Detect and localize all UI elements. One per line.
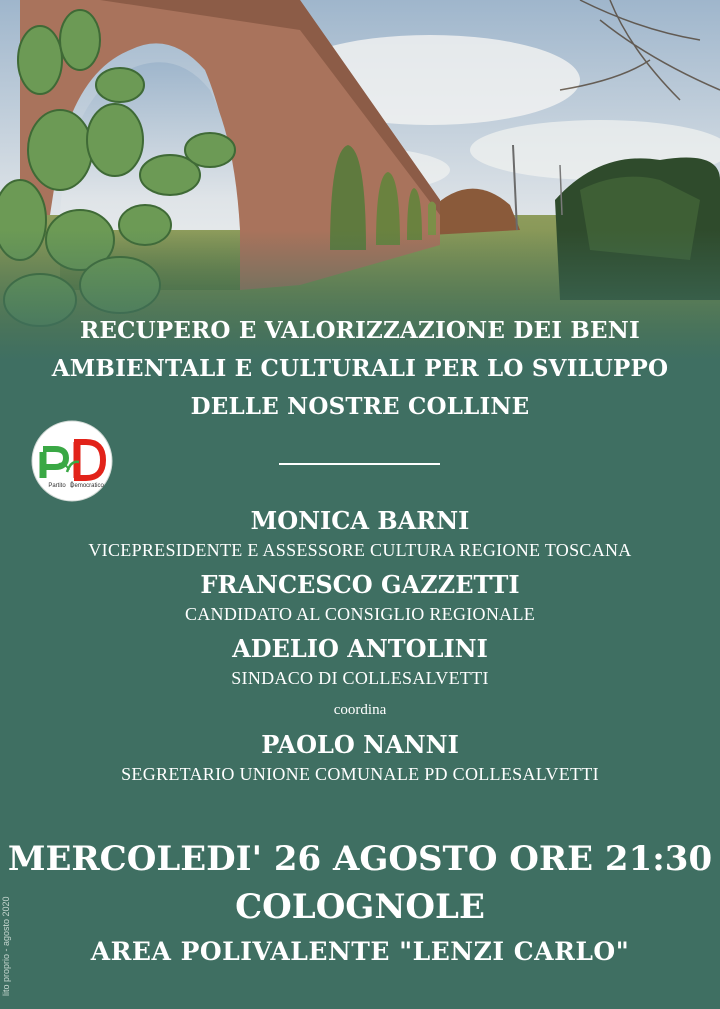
moderator-name: PAOLO NANNI	[261, 730, 459, 759]
title-divider	[279, 463, 440, 465]
event-title	[20, 312, 700, 426]
print-credit-text: lito proprio - agosto 2020	[1, 896, 11, 996]
speaker-role: VICEPRESIDENTE E ASSESSORE CULTURA REGIONE TOSCANA	[88, 540, 632, 560]
logo-caption-left: Partito	[48, 483, 66, 489]
event-venue: AREA POLIVALENTE "LENZI CARLO"	[90, 937, 630, 966]
moderator-label: coordina	[333, 702, 387, 718]
moderator-role: SEGRETARIO UNIONE COMUNALE PD COLLESALVETTI	[121, 764, 599, 784]
title-line-1: RECUPERO E VALORIZZAZIONE DEI BENI	[80, 317, 640, 344]
logo-caption-right: Democratico	[70, 483, 104, 489]
title-line-3: DELLE NOSTRE COLLINE	[190, 393, 530, 420]
title-line-2: AMBIENTALI E CULTURALI PER LO SVILUPPO	[51, 355, 669, 382]
print-credit	[0, 868, 18, 998]
speaker-name: MONICA BARNI	[250, 506, 470, 535]
speaker-name: FRANCESCO GAZZETTI	[200, 570, 520, 599]
speaker-role: SINDACO DI COLLESALVETTI	[231, 668, 489, 688]
party-logo	[31, 420, 113, 502]
speakers-list	[0, 505, 720, 793]
aqueduct-photo	[0, 0, 720, 360]
speaker-role: CANDIDATO AL CONSIGLIO REGIONALE	[184, 604, 536, 624]
event-date: MERCOLEDI' 26 AGOSTO ORE 21:30	[7, 839, 713, 879]
event-place: COLOGNOLE	[235, 887, 485, 927]
speaker-name: ADELIO ANTOLINI	[232, 634, 488, 663]
